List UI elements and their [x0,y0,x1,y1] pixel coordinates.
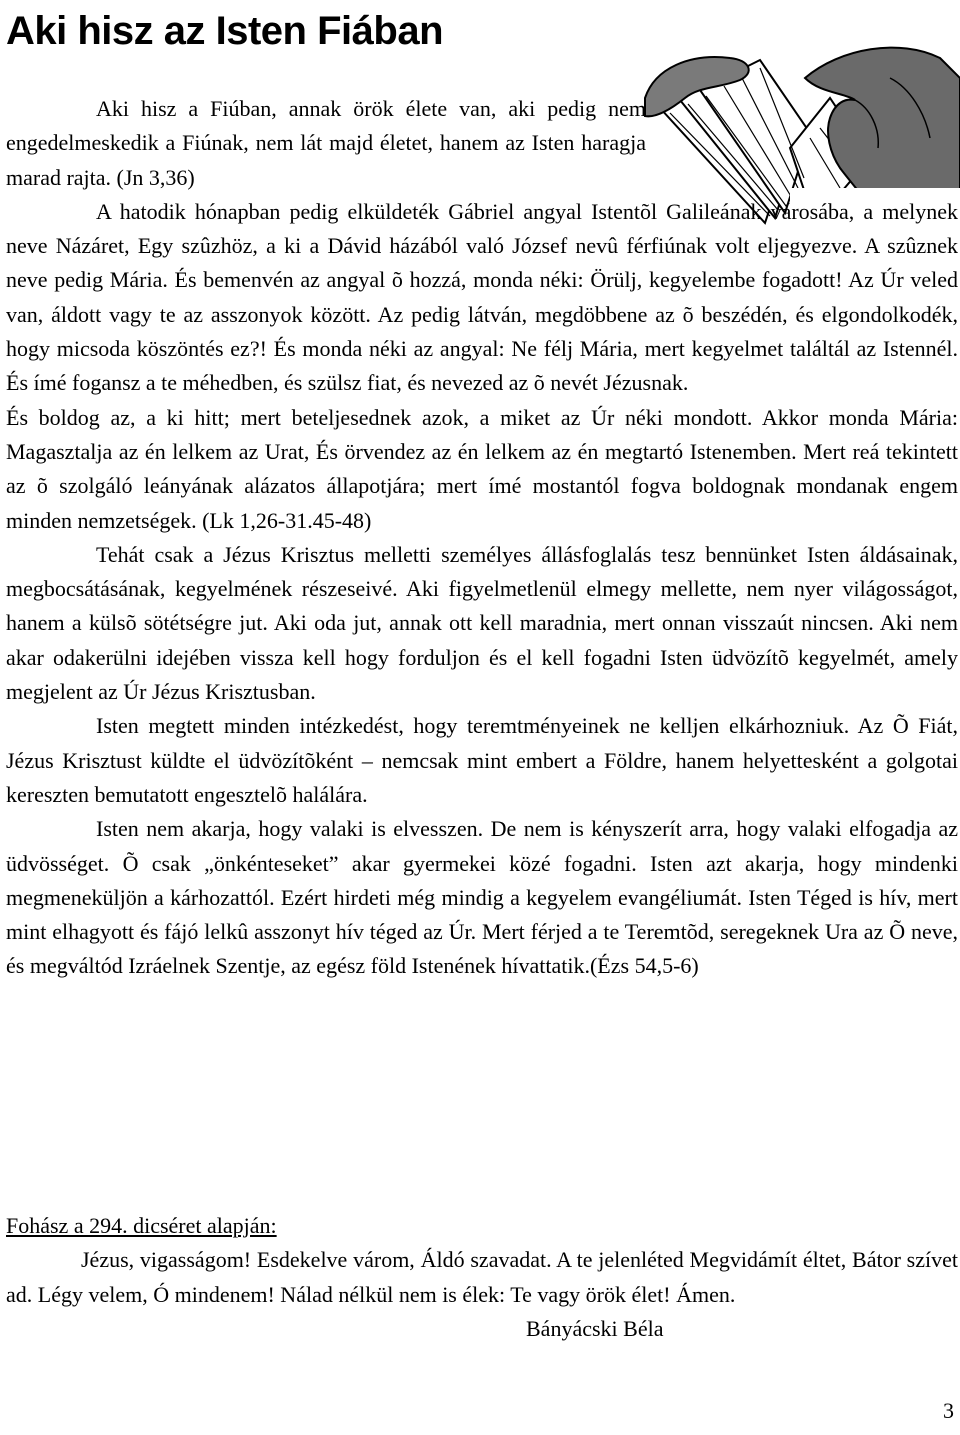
article-body [6,92,958,984]
prayer-section [6,1209,958,1346]
prayer-author: Bányácski Béla [526,1315,664,1341]
magnificat-paragraph: És boldog az, a ki hitt; mert beteljesednek azok, a miket az Úr néki mondott. Akkor monda Mária: Magasztalja az én lelkem az Urat, És örvendez az én lelkem az én megtartó Istenemben. Mert reá tekintett az õ szolgáló leányának alázatos állapotjára; mert ímé mostantól fogva boldognak mondanak engem minden nemzetségek. (Lk 1,26-31.45-48) [6,404,958,533]
prayer-heading: Fohász a 294. dicséret alapján: [6,1213,277,1238]
page-title: Aki hisz az Isten Fiában [6,9,444,53]
prayer-text: Jézus, vigasságom! Esdekelve várom, Áldó szavadat. A te jelenléted Megvidámít éltet, Bátor szívet ad. Légy velem, Ó mindenem! Nálad nélkül nem is élek: Te vagy örök élet! Ámen. [6,1247,958,1307]
annunciation-paragraph: A hatodik hónapban pedig elküldeték Gábriel angyal Istentõl Galileának városába, a melynek neve Názáret, Egy szûzhöz, a ki a Dávid házából való József nevû férfiúnak volt eljegyezve. A szûznek neve pedig Mária. És bemenvén az angyal õ hozzá, monda néki: Örülj, kegyelembe fogadott! Az Úr veled van, áldott vagy te az asszonyok között. Az pedig látván, megdöbbene az õ beszédén, és elgondolkodék, hogy micsoda köszöntés ez?! És monda néki az angyal: Ne félj Mária, mert kegyelmet találtál az Istennél. És ímé fogansz a te méhedben, és szülsz fiat, és nevezed az õ nevét Jézusnak. [6,198,958,396]
provision-paragraph: Isten megtett minden intézkedést, hogy teremtményeinek ne kelljen elkárhozniuk. Az Õ Fiát, Jézus Krisztust küldte el üdvözítõként – nemcsak mint embert a Földre, hanem helyettesként a golgotai kereszten bemutatott engesztelõ halálára. [6,713,958,807]
invitation-paragraph: Isten nem akarja, hogy valaki is elvesszen. De nem is kényszerít arra, hogy valaki elfogadja az üdvösséget. Õ csak „önkénteseket” akar gyermekei közé fogadni. Isten azt akarja, hogy mindenki megmeneküljön a kárhozattól. Ezért hirdeti még mindig a kegyelem evangéliumát. Isten Téged is hív, mert mint elhagyott és fájó lelkû asszonyt hív téged az Úr. Mert férjed a te Teremtõd, seregeknek Ura az Õ neve, és megváltód Izráelnek Szentje, az egész föld Istenének hívattatik.(Ézs 54,5-6) [6,816,958,979]
page-number: 3 [943,1398,954,1423]
commitment-paragraph: Tehát csak a Jézus Krisztus melletti személyes állásfoglalás tesz bennünket Isten áldásainak, megbocsátásának, kegyelmének részeseivé. Aki figyelmetlenül elmegy mellette, nem nyer világosságot, hanem a külsõ sötétségre jut. Aki oda jut, annak ott kell maradnia, mert onnan visszaút nincsen. Aki nem akar odakerülni idejében vissza kell hogy forduljon és el kell fogadni Isten üdvözítõ kegyelmét, amely megjelent az Úr Jézus Krisztusban. [6,541,958,705]
intro-paragraph: Aki hisz a Fiúban, annak örök élete van, aki pedig nem engedelmeskedik a Fiúnak, nem lát majd életet, hanem az Isten haragja marad rajta. (Jn 3,36) [6,96,646,190]
